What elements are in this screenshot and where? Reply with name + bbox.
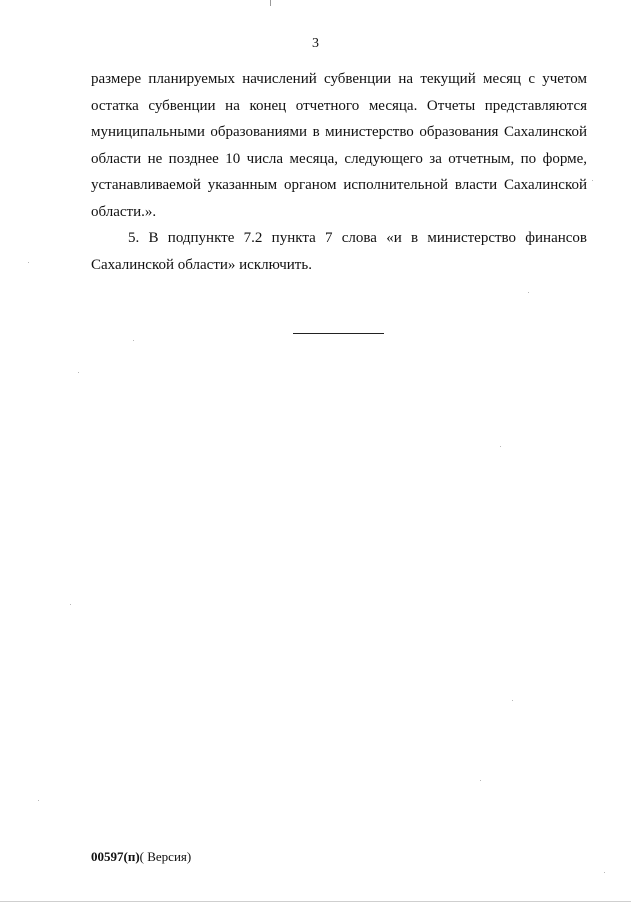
document-body bbox=[91, 66, 587, 278]
document-footer bbox=[91, 849, 191, 865]
scan-speck bbox=[480, 780, 481, 781]
document-version: ( Версия) bbox=[139, 849, 192, 864]
paragraph-item-5: 5. В подпункте 7.2 пункта 7 слова «и в министерство финансов Сахалинской области» исключить. bbox=[91, 230, 587, 273]
scan-speck bbox=[604, 872, 605, 873]
paragraph-continuation: размере планируемых начислений субвенции на текущий месяц с учетом остатка субвенции на конец отчетного месяца. Отчеты представляются муниципальными образованиями в министерство образования Сахалинской области не позднее 10 числа месяца, следующего за отчетным, по форме, устанавливаемой указанным органом исполнительной власти Сахалинской области.». bbox=[91, 71, 587, 220]
end-separator-line bbox=[293, 333, 384, 334]
page-number: 3 bbox=[312, 36, 319, 51]
page-top-tick bbox=[270, 0, 271, 6]
scan-speck bbox=[70, 604, 71, 605]
document-code: 00597(п) bbox=[91, 849, 140, 864]
scan-speck bbox=[528, 292, 529, 293]
scan-speck bbox=[133, 340, 134, 341]
scan-speck bbox=[512, 700, 513, 701]
scan-speck bbox=[78, 372, 79, 373]
scan-bottom-edge bbox=[0, 901, 631, 902]
scan-speck bbox=[592, 180, 593, 181]
scan-speck bbox=[38, 800, 39, 801]
scan-speck bbox=[500, 446, 501, 447]
scan-speck bbox=[28, 262, 29, 263]
